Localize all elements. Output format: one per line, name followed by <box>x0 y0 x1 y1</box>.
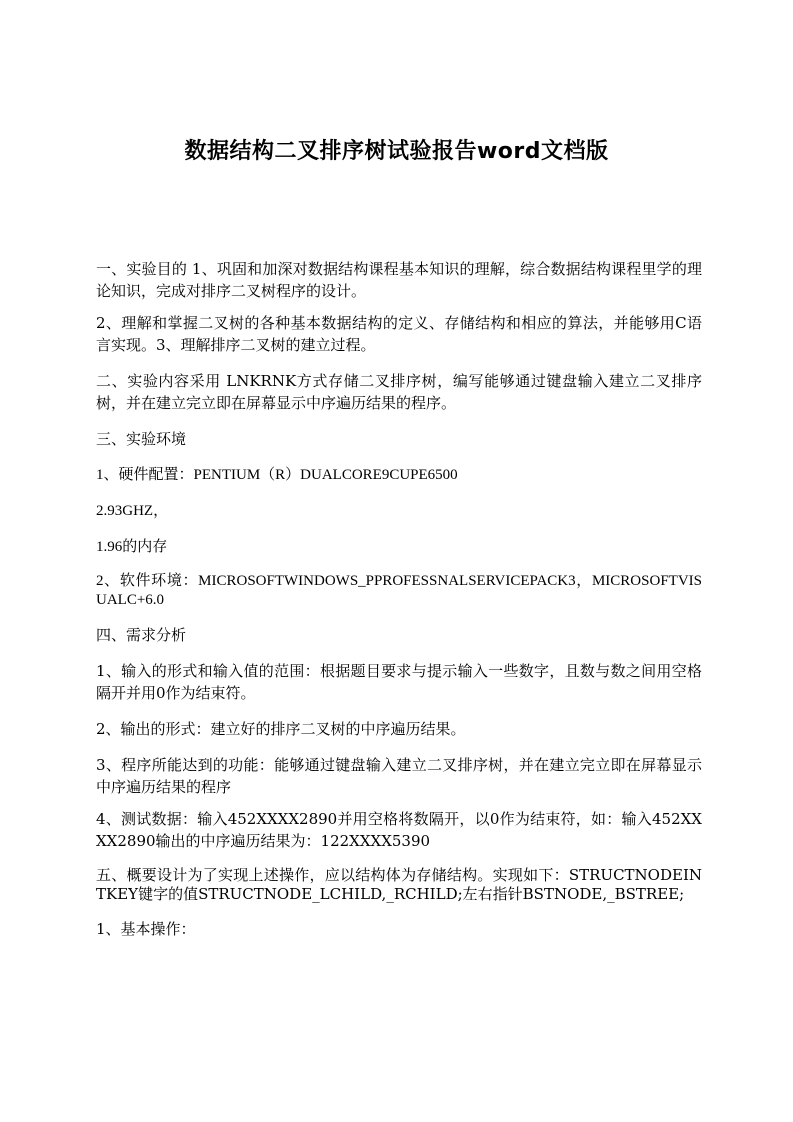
paragraph-input-form: 1、输入的形式和输入值的范围：根据题目要求与提示输入一些数字，且数与数之间用空格隔开并用0作为结束符。 <box>96 662 702 702</box>
paragraph-memory: 1.96的内存 <box>96 539 168 555</box>
document-title: 数据结构二叉排序树试验报告word文档版 <box>184 139 609 164</box>
paragraph-outline-design: 五、概要设计为了实现上述操作，应以结构体为存储结构。实现如下：STRUCTNODEINTKEY键字的值STRUCTNODE_LCHILD,_RCHILD;左右指针BSTNODE,_BSTREE; <box>96 866 702 903</box>
paragraph-output-form: 2、输出的形式：建立好的排序二叉树的中序遍历结果。 <box>96 720 466 738</box>
paragraph-basic-operations: 1、基本操作： <box>96 920 196 938</box>
paragraph-objective-2: 2、理解和掌握二叉树的各种基本数据结构的定义、存储结构和相应的算法，并能够用C语言实现。3、理解排序二叉树的建立过程。 <box>96 314 702 354</box>
document-body <box>96 258 702 940</box>
heading-requirements: 四、需求分析 <box>96 626 187 644</box>
paragraph-software: 2、软件环境：MICROSOFTWINDOWS_PPROFESSNALSERVICEPACK3，MICROSOFTVISUALC+6.0 <box>96 573 702 608</box>
paragraph-cpu-speed: 2.93GHZ， <box>96 503 169 519</box>
paragraph-test-data: 4、测试数据：输入452XXXX2890并用空格将数隔开，以0作为结束符，如：输入452XXXX2890输出的中序遍历结果为：122XXXX5390 <box>96 810 702 850</box>
paragraph-functions: 3、程序所能达到的功能：能够通过键盘输入建立二叉排序树，并在建立完立即在屏幕显示中序遍历结果的程序 <box>96 756 702 796</box>
heading-environment: 三、实验环境 <box>96 430 187 448</box>
paragraph-content: 二、实验内容采用 LNKRNK方式存储二叉排序树，编写能够通过键盘输入建立二叉排序树，并在建立完立即在屏幕显示中序遍历结果的程序。 <box>96 372 702 412</box>
paragraph-objective: 一、实验目的 1、巩固和加深对数据结构课程基本知识的理解，综合数据结构课程里学的理论知识，完成对排序二叉树程序的设计。 <box>96 260 702 300</box>
paragraph-hardware: 1、硬件配置：PENTIUM（R）DUALCORE9CUPE6500 <box>96 467 458 483</box>
